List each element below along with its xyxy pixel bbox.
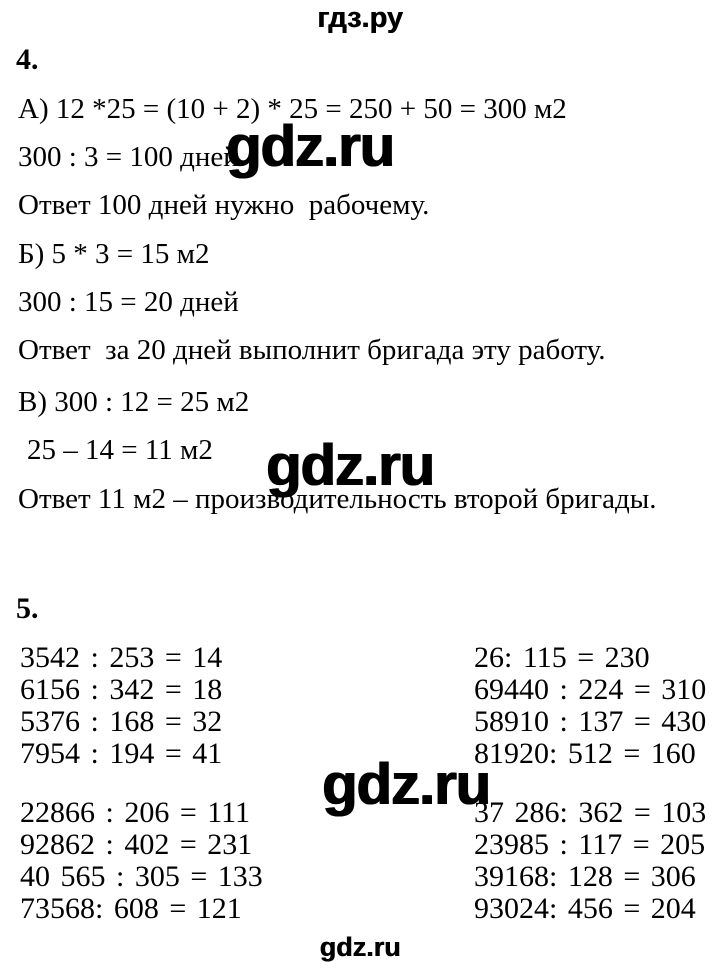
- equation-row: 58910 : 137 = 430: [474, 705, 707, 738]
- solution-4a-division: 300 : 3 = 100 дней: [18, 141, 239, 173]
- equation-row: 81920: 512 = 160: [474, 737, 696, 770]
- problem-4-number: 4.: [16, 43, 39, 76]
- equation-row: 40 565 : 305 = 133: [20, 860, 263, 893]
- equation-row: 23985 : 117 = 205: [474, 828, 706, 861]
- gdz-watermark-1: gdz.ru: [226, 114, 394, 179]
- solution-4b-answer: Ответ за 20 дней выполнит бригада эту работу.: [18, 334, 606, 366]
- solution-4a-answer: Ответ 100 дней нужно рабочему.: [18, 189, 430, 221]
- equation-row: 73568: 608 = 121: [20, 892, 242, 925]
- solution-4v-answer: Ответ 11 м2 – производительность второй бригады.: [18, 483, 657, 515]
- site-logo-footer: gdz.ru: [319, 932, 401, 962]
- equation-row: 5376 : 168 = 32: [20, 705, 223, 738]
- problem-5-number: 5.: [16, 592, 39, 625]
- solution-4v-equation: В) 300 : 12 = 25 м2: [18, 386, 250, 418]
- gdz-watermark-2: gdz.ru: [266, 433, 434, 498]
- solution-4b-equation: Б) 5 * 3 = 15 м2: [18, 238, 210, 270]
- equation-row: 92862 : 402 = 231: [20, 828, 253, 861]
- site-logo-header: гдз.ру: [317, 2, 403, 34]
- equation-row: 37 286: 362 = 103: [474, 796, 707, 829]
- solution-4a-equation: А) 12 *25 = (10 + 2) * 25 = 250 + 50 = 300 м2: [18, 93, 567, 125]
- equation-row: 93024: 456 = 204: [474, 892, 696, 925]
- solution-4v-subtraction: 25 – 14 = 11 м2: [27, 434, 213, 466]
- equation-row: 3542 : 253 = 14: [20, 641, 223, 674]
- equation-row: 6156 : 342 = 18: [20, 673, 223, 706]
- gdz-watermark-3: gdz.ru: [322, 752, 490, 817]
- equation-row: 26: 115 = 230: [474, 641, 650, 674]
- equation-row: 69440 : 224 = 310: [474, 673, 707, 706]
- equation-row: 7954 : 194 = 41: [20, 737, 223, 770]
- equation-row: 39168: 128 = 306: [474, 860, 696, 893]
- solution-4b-division: 300 : 15 = 20 дней: [18, 286, 239, 318]
- equation-row: 22866 : 206 = 111: [20, 796, 251, 829]
